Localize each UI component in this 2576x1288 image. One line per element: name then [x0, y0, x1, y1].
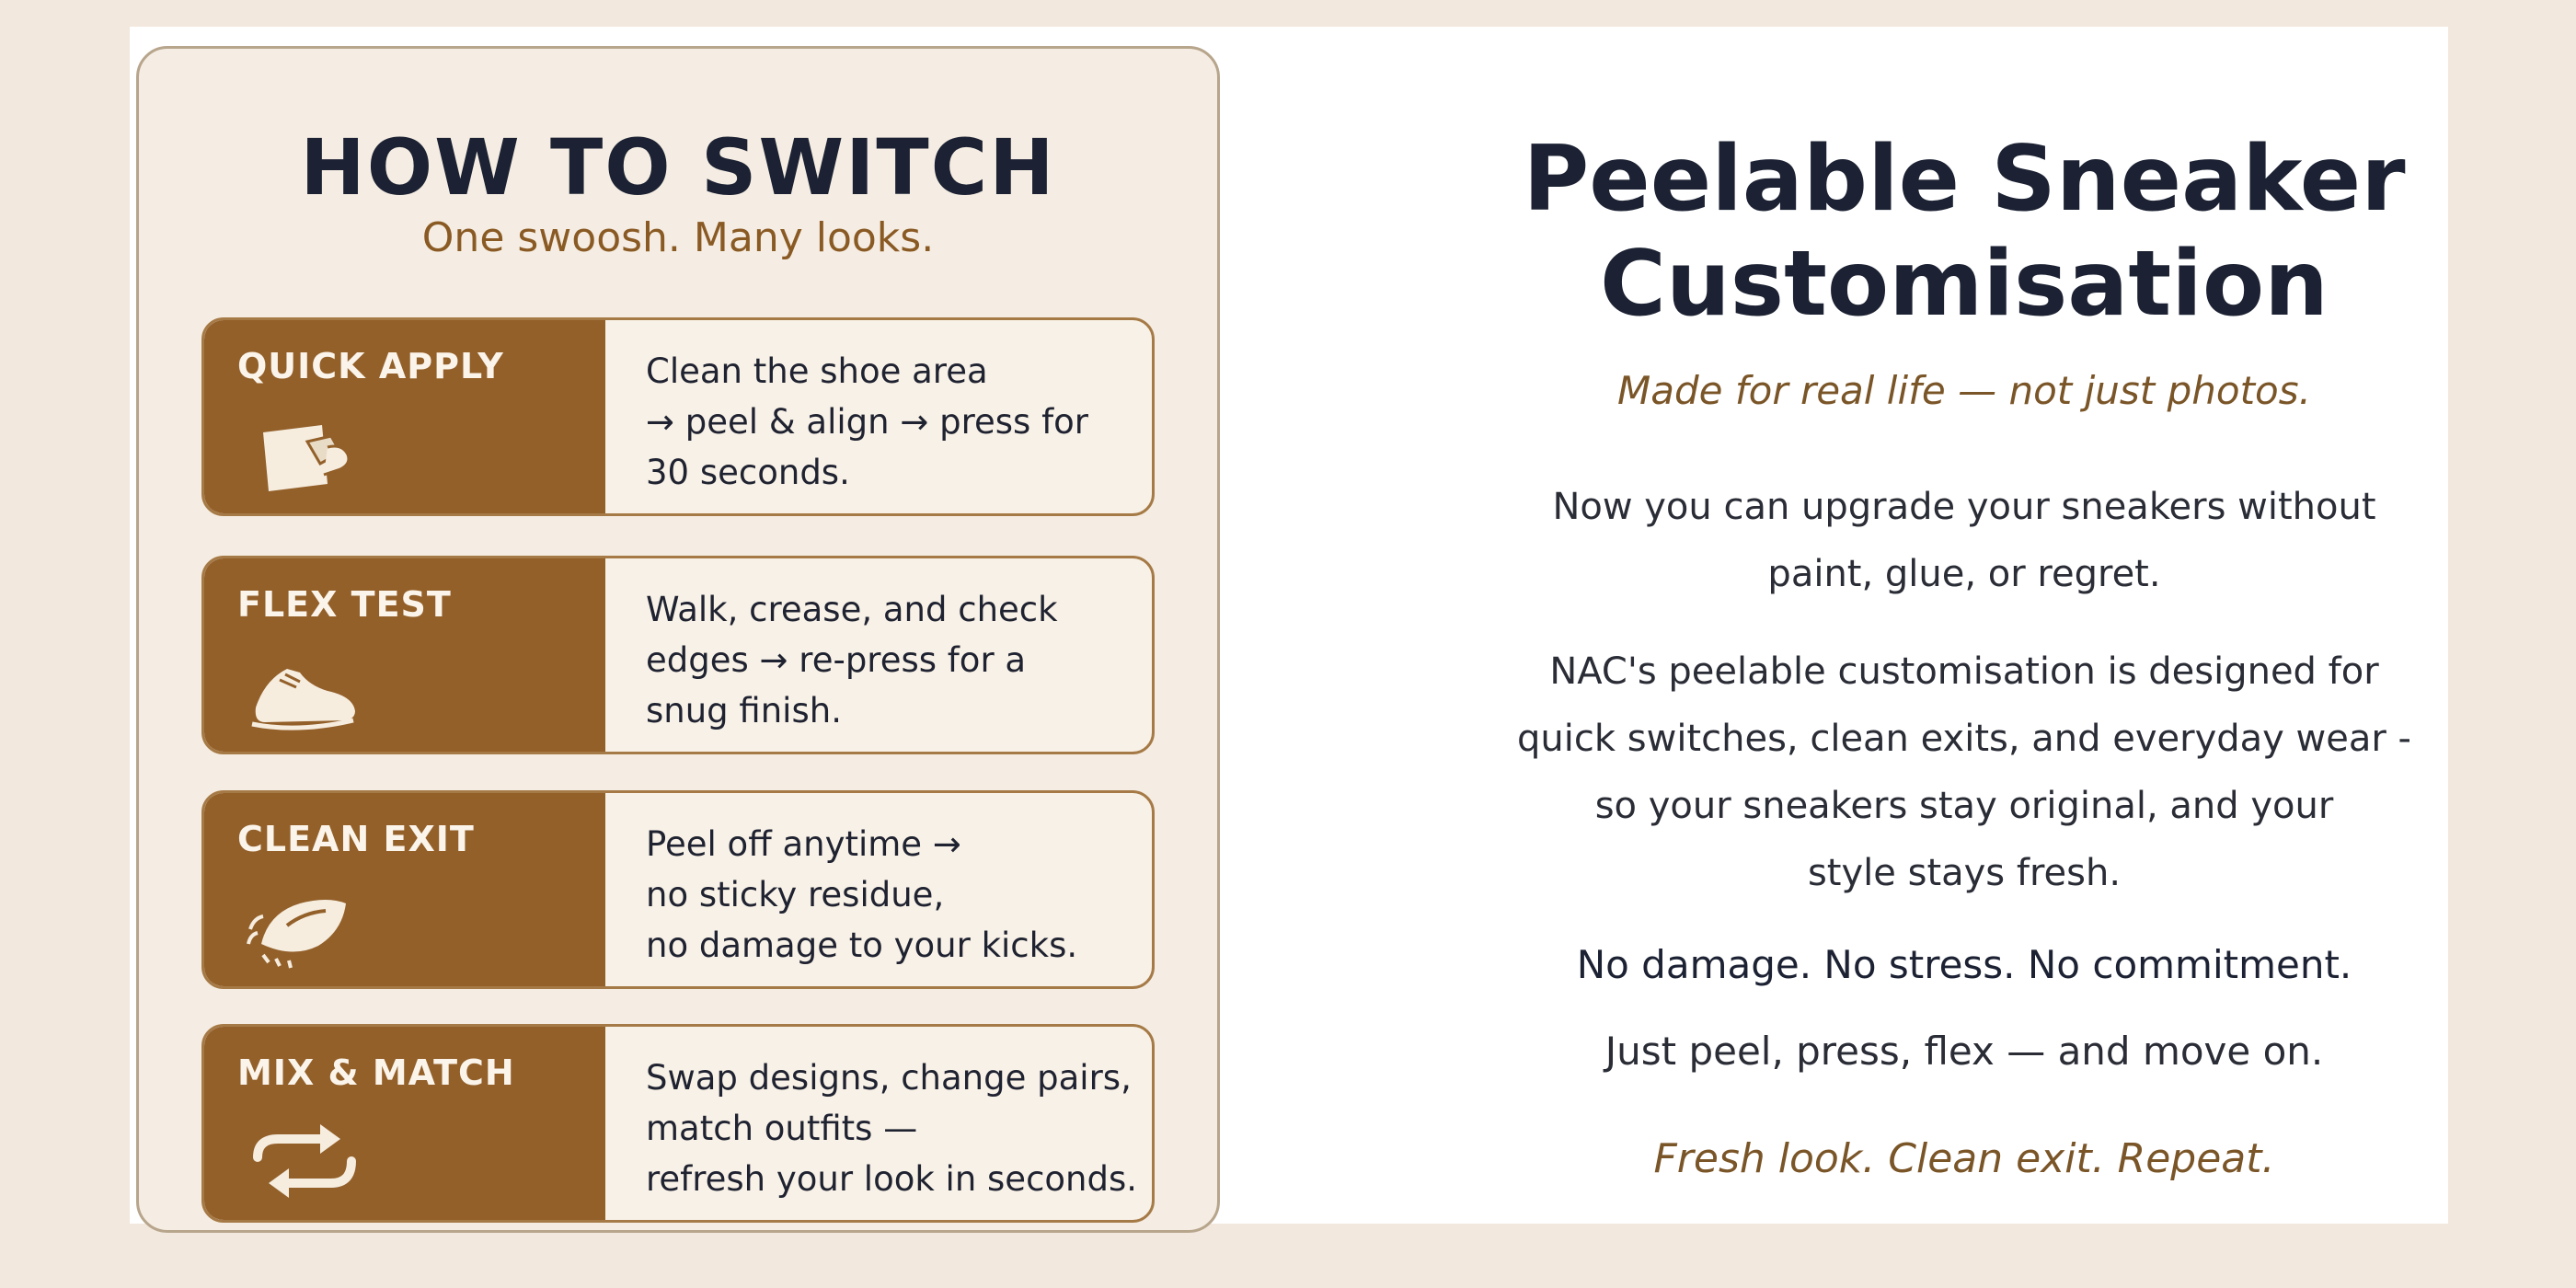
step-label: CLEAN EXIT — [237, 819, 475, 859]
step-label: FLEX TEST — [237, 584, 452, 625]
peel-sticker-icon — [243, 405, 362, 500]
step-line: match outfits — — [646, 1109, 918, 1148]
intro-paragraph — [1435, 474, 2493, 608]
paragraph-line: Now you can upgrade your sneakers without — [1552, 486, 2376, 528]
paragraph-line: paint, glue, or regret. — [1767, 553, 2161, 595]
paragraph-line: style stays fresh. — [1807, 852, 2122, 894]
step-label-panel — [204, 793, 605, 986]
step-line: → peel & align → press for — [646, 402, 1088, 442]
step-line: Swap designs, change pairs, — [646, 1058, 1132, 1098]
paragraph-line: NAC's peelable customisation is designed for — [1549, 650, 2379, 693]
step-instructions — [605, 320, 1088, 513]
step-instructions — [605, 558, 1058, 752]
step-line: no damage to your kicks. — [646, 926, 1078, 965]
step-line: snug finish. — [646, 691, 842, 730]
step-line: Clean the shoe area — [646, 351, 988, 391]
step-instructions — [605, 1027, 1137, 1220]
step-label: MIX & MATCH — [237, 1052, 515, 1093]
description-paragraph — [1435, 638, 2493, 907]
step-line: edges → re-press for a — [646, 640, 1027, 680]
step-line: Peel off anytime → — [646, 824, 961, 864]
card-subtitle: One swoosh. Many looks. — [421, 214, 935, 261]
clean-sneaker-icon — [243, 878, 362, 973]
headline-line: Peelable Sneaker — [1523, 127, 2406, 232]
step-label-panel — [204, 1027, 605, 1220]
step-line: 30 seconds. — [646, 453, 850, 492]
action-line: Just peel, press, flex — and move on. — [1604, 1029, 2324, 1074]
step-line: no sticky residue, — [646, 875, 945, 914]
step-instructions — [605, 793, 1077, 986]
step-flex-test — [201, 556, 1155, 754]
step-label-panel — [204, 320, 605, 513]
how-to-switch-card — [136, 46, 1220, 1233]
paragraph-line: quick switches, clean exits, and everyday wear - — [1517, 718, 2411, 760]
step-clean-exit — [201, 790, 1155, 989]
paragraph-line: so your sneakers stay original, and your — [1594, 785, 2334, 827]
card-title: HOW TO SWITCH — [300, 122, 1056, 213]
emphasis-line: No damage. No stress. No commitment. — [1576, 942, 2352, 987]
step-label: QUICK APPLY — [237, 346, 504, 386]
tagline: Made for real life — not just photos. — [1617, 368, 2311, 413]
sneaker-icon — [243, 643, 362, 739]
headline — [1435, 127, 2493, 337]
step-label-panel — [204, 558, 605, 752]
headline-line: Customisation — [1600, 232, 2329, 337]
swap-arrows-icon — [243, 1111, 362, 1207]
step-quick-apply — [201, 317, 1155, 516]
step-line: refresh your look in seconds. — [646, 1159, 1138, 1199]
step-line: Walk, crease, and check — [646, 590, 1058, 629]
step-mix-and-match — [201, 1024, 1155, 1223]
closing-tagline: Fresh look. Clean exit. Repeat. — [1653, 1135, 2275, 1182]
